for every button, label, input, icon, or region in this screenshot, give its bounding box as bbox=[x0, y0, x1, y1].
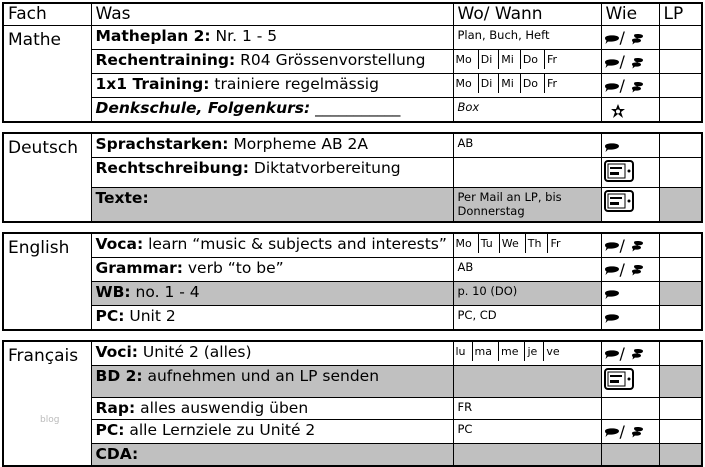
day-cell[interactable]: Tu bbox=[479, 234, 500, 253]
speech-bubble-icon bbox=[604, 264, 620, 276]
day-cell[interactable]: Mi bbox=[499, 50, 521, 69]
day-cell[interactable]: Fr bbox=[550, 236, 561, 250]
task-row: Texte: bbox=[91, 188, 453, 222]
watermark: blog bbox=[40, 415, 60, 425]
lp-check-cell[interactable] bbox=[659, 158, 702, 188]
where-when: FR bbox=[453, 397, 601, 419]
lp-check-cell[interactable] bbox=[659, 133, 702, 158]
day-cell[interactable]: ve bbox=[546, 344, 560, 358]
partner-talk-icon bbox=[630, 81, 646, 93]
partner-talk-icon bbox=[630, 240, 646, 252]
subject-deutsch: Deutsch bbox=[3, 133, 91, 222]
english-block bbox=[2, 232, 703, 331]
day-cell[interactable]: Fr bbox=[547, 53, 558, 66]
task-row: Voci: Unité 2 (alles) bbox=[91, 341, 453, 366]
method-cell bbox=[601, 397, 659, 419]
lp-check-cell[interactable] bbox=[659, 397, 702, 419]
day-cell[interactable]: Fr bbox=[547, 77, 558, 90]
day-cell[interactable]: Mo bbox=[454, 50, 479, 69]
task-row: Rap: alles auswendig üben bbox=[91, 397, 453, 419]
day-cell[interactable]: je bbox=[525, 342, 544, 361]
francais-block bbox=[2, 340, 703, 467]
group-work-icon bbox=[610, 103, 626, 119]
partner-talk-icon bbox=[630, 348, 646, 360]
method-cell bbox=[601, 443, 659, 466]
method-cell bbox=[601, 133, 659, 158]
method-cell bbox=[601, 188, 659, 222]
day-cell[interactable]: Do bbox=[521, 74, 545, 93]
lp-check-cell[interactable] bbox=[659, 74, 702, 98]
task-row: BD 2: aufnehmen und an LP senden bbox=[91, 365, 453, 397]
method-cell bbox=[601, 281, 659, 305]
weekday-cells bbox=[453, 341, 601, 366]
lp-check-cell[interactable] bbox=[659, 98, 702, 123]
method-cell: / bbox=[601, 26, 659, 50]
where-when: Per Mail an LP, bis Donnerstag bbox=[453, 188, 601, 222]
lp-check-cell[interactable] bbox=[659, 305, 702, 330]
where-when: Plan, Buch, Heft bbox=[453, 26, 601, 50]
task-row: Voca: learn “music & subjects and interests” bbox=[91, 233, 453, 258]
speech-bubble-icon bbox=[604, 288, 620, 300]
day-cell[interactable]: ma bbox=[473, 342, 499, 361]
where-when bbox=[453, 443, 601, 466]
where-when bbox=[453, 365, 601, 397]
task-row: Rechtschreibung: Diktatvorbereitung bbox=[91, 158, 453, 188]
method-cell: / bbox=[601, 341, 659, 366]
device-icon bbox=[604, 368, 634, 390]
speech-bubble-icon bbox=[604, 426, 620, 438]
lp-check-cell[interactable] bbox=[659, 419, 702, 443]
where-when bbox=[453, 158, 601, 188]
day-cell[interactable]: Mi bbox=[499, 74, 521, 93]
speech-bubble-icon bbox=[604, 348, 620, 360]
day-cell[interactable]: Do bbox=[521, 50, 545, 69]
subject-mathe: Mathe bbox=[3, 26, 91, 123]
task-row: Sprachstarken: Morpheme AB 2A bbox=[91, 133, 453, 158]
speech-bubble-icon bbox=[604, 33, 620, 45]
lp-check-cell[interactable] bbox=[659, 26, 702, 50]
task-row: Denkschule, Folgenkurs: ___________ bbox=[91, 98, 453, 123]
where-when: AB bbox=[453, 257, 601, 281]
method-cell: / bbox=[601, 419, 659, 443]
lp-check-cell[interactable] bbox=[659, 341, 702, 366]
lp-check-cell[interactable] bbox=[659, 257, 702, 281]
partner-talk-icon bbox=[630, 426, 646, 438]
lp-check-cell[interactable] bbox=[659, 233, 702, 258]
method-cell: / bbox=[601, 233, 659, 258]
method-cell bbox=[601, 305, 659, 330]
partner-talk-icon bbox=[630, 264, 646, 276]
task-row: Rechentraining: R04 Grössenvorstellung bbox=[91, 50, 453, 74]
speech-bubble-icon bbox=[604, 240, 620, 252]
method-cell bbox=[601, 365, 659, 397]
task-row: PC: alle Lernziele zu Unité 2 bbox=[91, 419, 453, 443]
speech-bubble-icon bbox=[604, 141, 620, 153]
lp-check-cell[interactable] bbox=[659, 50, 702, 74]
task-row: Matheplan 2: Nr. 1 - 5 bbox=[91, 26, 453, 50]
method-cell: / bbox=[601, 74, 659, 98]
partner-talk-icon bbox=[630, 57, 646, 69]
task-row: 1x1 Training: trainiere regelmässig bbox=[91, 74, 453, 98]
where-when: AB bbox=[453, 133, 601, 158]
header-wie: Wie bbox=[601, 3, 659, 26]
mathe-block bbox=[2, 2, 703, 123]
weekday-cells bbox=[453, 74, 601, 98]
deutsch-block bbox=[2, 132, 703, 223]
where-when: PC bbox=[453, 419, 601, 443]
method-cell bbox=[601, 158, 659, 188]
subject-english: English bbox=[3, 233, 91, 330]
partner-talk-icon bbox=[630, 33, 646, 45]
weekday-cells bbox=[453, 50, 601, 74]
day-cell[interactable]: Mo bbox=[454, 74, 479, 93]
header-lp: LP bbox=[659, 3, 702, 26]
day-cell[interactable]: Th bbox=[526, 234, 549, 253]
method-cell: / bbox=[601, 50, 659, 74]
where-when: Box bbox=[453, 98, 601, 123]
method-cell: / bbox=[601, 257, 659, 281]
day-cell[interactable]: me bbox=[499, 342, 525, 361]
speech-bubble-icon bbox=[604, 312, 620, 324]
task-row: PC: Unit 2 bbox=[91, 305, 453, 330]
subject-francais: Français bbox=[3, 341, 91, 466]
day-cell[interactable]: We bbox=[500, 234, 526, 253]
lp-check-cell[interactable] bbox=[659, 443, 702, 466]
task-row: CDA: bbox=[91, 443, 453, 466]
method-cell bbox=[601, 98, 659, 123]
task-row: Grammar: verb “to be” bbox=[91, 257, 453, 281]
header-wann: Wo/ Wann bbox=[453, 3, 601, 26]
lp-check-cell[interactable] bbox=[659, 281, 702, 305]
task-row: WB: no. 1 - 4 bbox=[91, 281, 453, 305]
header-was: Was bbox=[91, 3, 453, 26]
where-when: PC, CD bbox=[453, 305, 601, 330]
lp-check-cell[interactable] bbox=[659, 188, 702, 222]
lp-check-cell[interactable] bbox=[659, 365, 702, 397]
weekday-cells bbox=[453, 233, 601, 258]
device-icon bbox=[604, 160, 634, 182]
header-fach: Fach bbox=[3, 3, 91, 26]
speech-bubble-icon bbox=[604, 81, 620, 93]
homework-plan-sheet bbox=[2, 2, 701, 467]
speech-bubble-icon bbox=[604, 57, 620, 69]
device-icon bbox=[604, 190, 634, 212]
day-cell[interactable]: Di bbox=[479, 74, 500, 93]
day-cell[interactable]: lu bbox=[454, 342, 473, 361]
day-cell[interactable]: Mo bbox=[454, 234, 479, 253]
day-cell[interactable]: Di bbox=[479, 50, 500, 69]
where-when: p. 10 (DO) bbox=[453, 281, 601, 305]
